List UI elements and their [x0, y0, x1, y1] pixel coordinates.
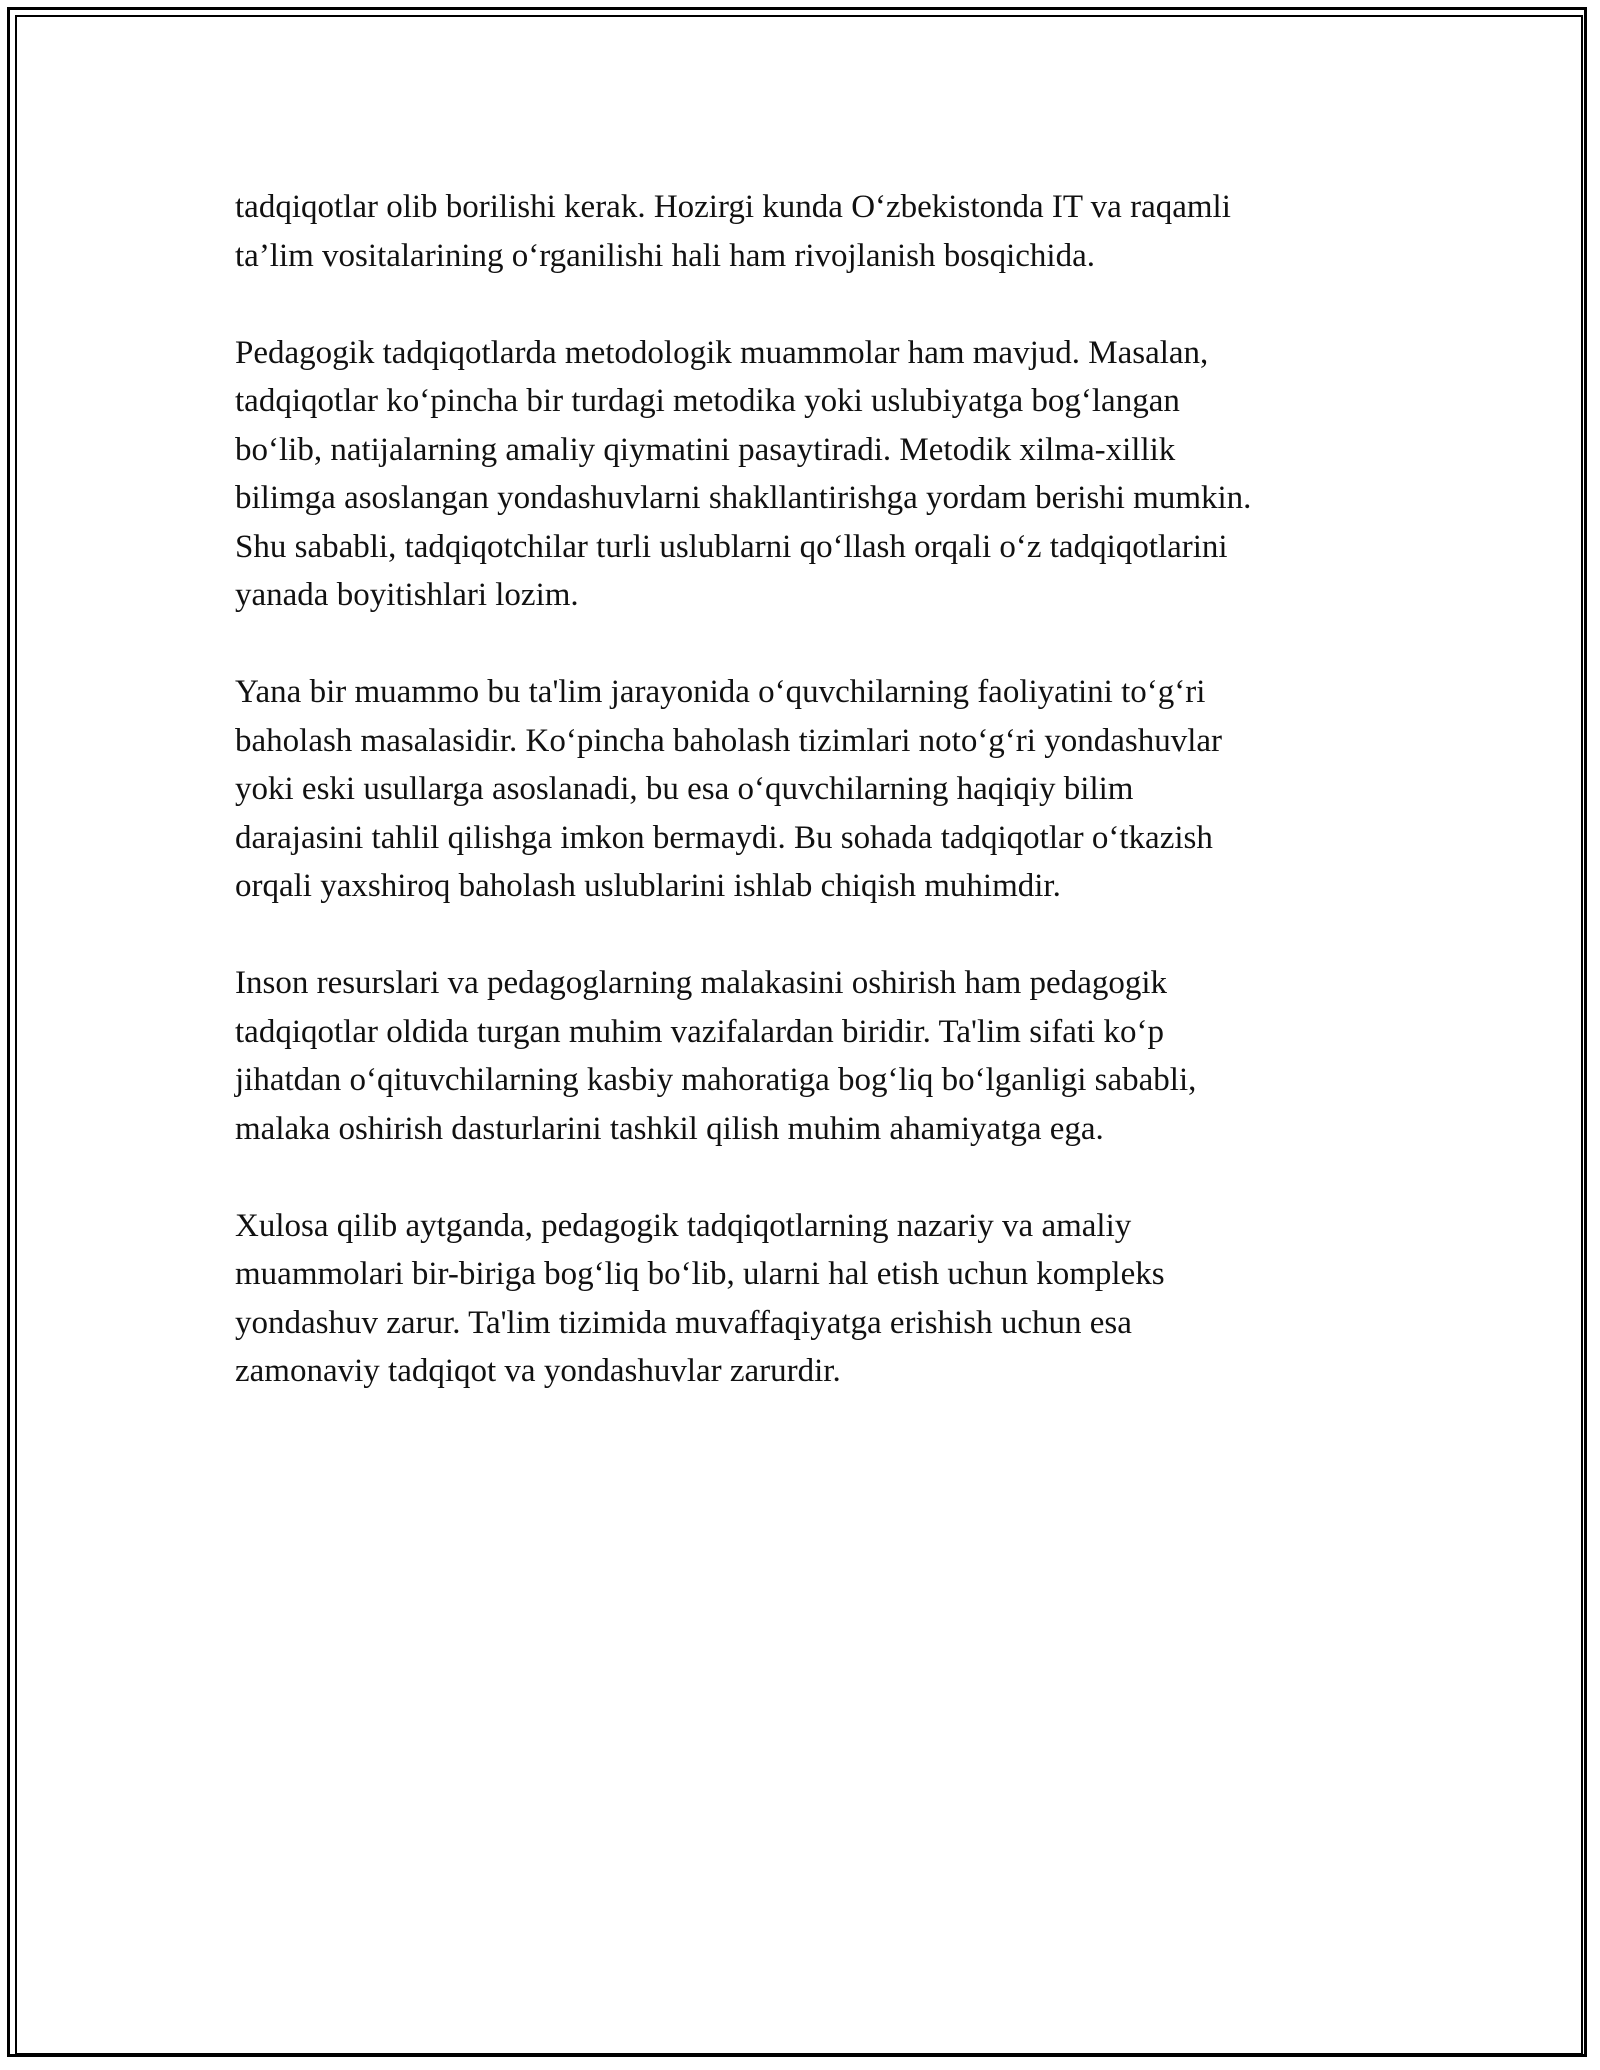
text-line: Yana bir muammo bu ta'lim jarayonida o‘quvchilarning faoliyatini to‘g‘ri: [235, 674, 1206, 710]
text-line: yoki eski usullarga asoslanadi, bu esa o‘quvchilarning haqiqiy bilim: [235, 771, 1134, 807]
text-line: zamonaviy tadqiqot va yondashuvlar zarurdir.: [235, 1353, 841, 1389]
text-line: tadqiqotlar ko‘pincha bir turdagi metodika yoki uslubiyatga bog‘langan: [235, 383, 1180, 419]
text-line: darajasini tahlil qilishga imkon bermaydi. Bu sohada tadqiqotlar o‘tkazish: [235, 819, 1213, 856]
document-body: [235, 183, 1375, 1444]
text-line: ta’lim vositalarining o‘rganilishi hali ham rivojlanish bosqichida.: [235, 237, 1095, 274]
paragraph: [235, 1202, 1375, 1396]
text-line: baholash masalasidir. Ko‘pincha baholash tizimlari noto‘g‘ri yondashuvlar: [235, 722, 1223, 759]
paragraph: [235, 183, 1375, 280]
text-line: tadqiqotlar oldida turgan muhim vazifalardan biridir. Ta'lim sifati ko‘p: [235, 1013, 1164, 1050]
text-line: orqali yaxshiroq baholash uslublarini ishlab chiqish muhimdir.: [235, 868, 1061, 904]
paragraph: [235, 668, 1375, 911]
text-line: Pedagogik tadqiqotlarda metodologik muammolar ham mavjud. Masalan,: [235, 334, 1209, 371]
text-line: muammolari bir-biriga bog‘liq bo‘lib, ularni hal etish uchun kompleks: [235, 1256, 1165, 1292]
text-line: yanada boyitishlari lozim.: [235, 577, 579, 613]
text-line: bilimga asoslangan yondashuvlarni shakllantirishga yordam berishi mumkin.: [235, 480, 1252, 516]
paragraph: [235, 329, 1375, 620]
text-line: malaka oshirish dasturlarini tashkil qilish muhim ahamiyatga ega.: [235, 1110, 1104, 1147]
text-line: bo‘lib, natijalarning amaliy qiymatini pasaytiradi. Metodik xilma-xillik: [235, 431, 1176, 468]
text-line: Inson resurslari va pedagoglarning malakasini oshirish ham pedagogik: [235, 965, 1168, 1001]
text-line: yondashuv zarur. Ta'lim tizimida muvaffaqiyatga erishish uchun esa: [235, 1304, 1132, 1341]
text-line: jihatdan o‘qituvchilarning kasbiy mahoratiga bog‘liq bo‘lganligi sababli,: [235, 1062, 1197, 1098]
text-line: Shu sababli, tadqiqotchilar turli uslublarni qo‘llash orqali o‘z tadqiqotlarini: [235, 528, 1228, 565]
text-line: tadqiqotlar olib borilishi kerak. Hozirgi kunda O‘zbekistonda IT va raqamli: [235, 189, 1231, 225]
text-line: Xulosa qilib aytganda, pedagogik tadqiqotlarning nazariy va amaliy: [235, 1207, 1132, 1244]
paragraph: [235, 959, 1375, 1153]
